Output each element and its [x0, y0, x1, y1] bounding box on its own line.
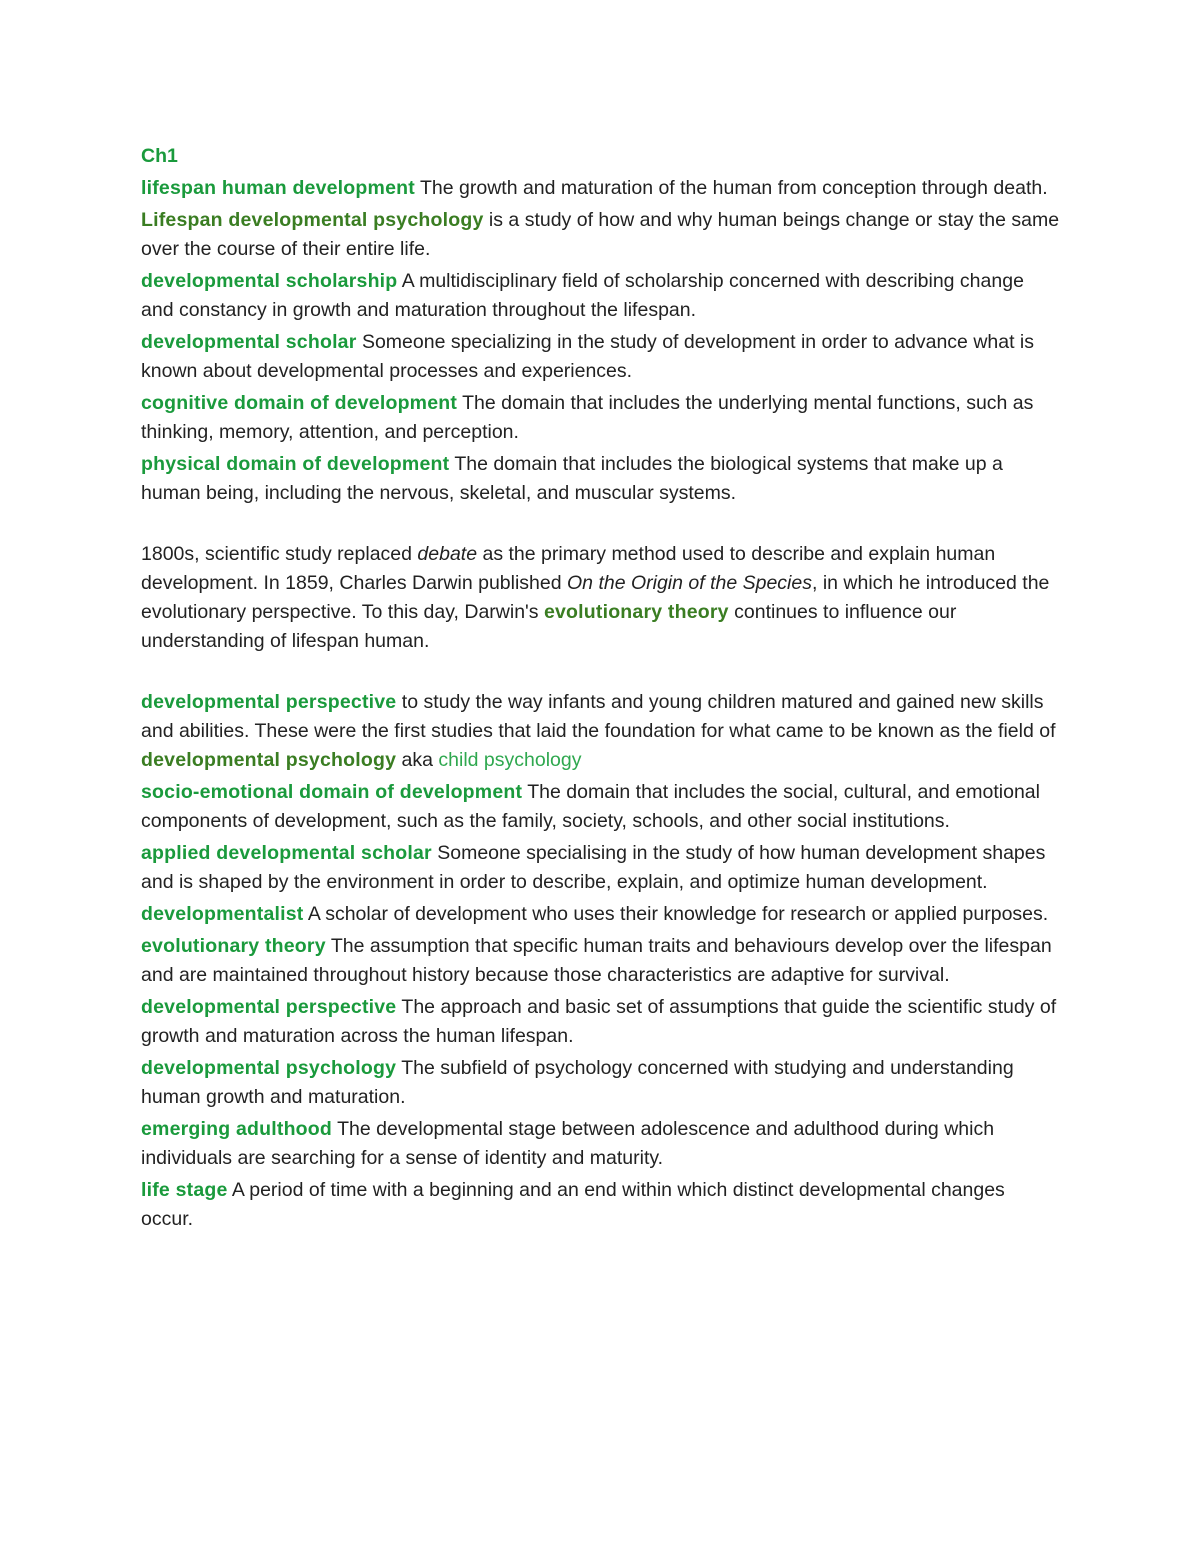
- glossary-term: socio-emotional domain of development: [141, 781, 523, 803]
- glossary-term: emerging adulthood: [141, 1118, 333, 1140]
- glossary-term: Lifespan developmental psychology: [141, 209, 484, 231]
- glossary-entry: [141, 206, 1061, 264]
- glossary-definition: is a study of how and why human beings change or stay the same over the course of their entire life.: [141, 209, 1060, 260]
- glossary-definition: The subfield of psychology concerned with studying and understanding human growth and maturation.: [141, 1057, 1014, 1108]
- glossary-entry: [141, 778, 1061, 836]
- paragraph-text: , in which he introduced the evolutionary perspective. To this day, Darwin's: [141, 572, 1050, 623]
- glossary-term: developmental perspective: [141, 691, 397, 713]
- paragraph-text: as the primary method used to describe and explain human development. In 1859, Charles Darwin published: [141, 543, 996, 594]
- glossary-term: developmentalist: [141, 903, 304, 925]
- history-paragraph: [141, 540, 1061, 656]
- glossary-entry: [141, 1054, 1061, 1112]
- glossary-definition: A period of time with a beginning and an end within which distinct developmental changes occur.: [141, 1179, 1005, 1230]
- glossary-term: life stage: [141, 1179, 228, 1201]
- glossary-term: lifespan human development: [141, 177, 415, 199]
- glossary-definition: Someone specialising in the study of how human development shapes and is shaped by the environment in order to describe, explain, and optimize human development.: [141, 842, 1046, 893]
- glossary-entry: [141, 267, 1061, 325]
- glossary-entry: [141, 328, 1061, 386]
- glossary-definition: The developmental stage between adolescence and adulthood during which individuals are searching for a sense of identity and maturity.: [141, 1118, 995, 1169]
- glossary-definition: A scholar of development who uses their knowledge for research or applied purposes.: [303, 903, 1049, 925]
- paragraph-text: aka: [396, 749, 439, 771]
- glossary-term: evolutionary theory: [141, 935, 326, 957]
- glossary-definition: The domain that includes the social, cultural, and emotional components of development, such as the family, society, schools, and other social institutions.: [141, 781, 1040, 832]
- glossary-term: developmental scholarship: [141, 270, 398, 292]
- glossary-term: developmental perspective: [141, 996, 397, 1018]
- glossary-entry: [141, 1115, 1061, 1173]
- glossary-term: applied developmental scholar: [141, 842, 432, 864]
- chapter-heading: Ch1: [141, 145, 178, 167]
- glossary-term: physical domain of development: [141, 453, 450, 475]
- glossary-definition: The domain that includes the underlying mental functions, such as thinking, memory, attention, and perception.: [141, 392, 1034, 443]
- aka-term: child psychology: [438, 749, 582, 771]
- glossary-definition: The approach and basic set of assumptions that guide the scientific study of growth and maturation across the human lifespan.: [141, 996, 1057, 1047]
- glossary-term: developmental psychology: [141, 749, 397, 771]
- blank-line: [141, 511, 1061, 540]
- paragraph-text: to study the way infants and young children matured and gained new skills and abilities. These were the first studies that laid the foundation for what came to be known as the field of: [141, 691, 1056, 742]
- perspective-paragraph: [141, 688, 1061, 775]
- book-title: On the Origin of the Species: [567, 572, 812, 594]
- glossary-term: developmental scholar: [141, 331, 357, 353]
- glossary-entry: [141, 993, 1061, 1051]
- glossary-definition: The domain that includes the biological systems that make up a human being, including the nervous, skeletal, and muscular systems.: [141, 453, 1003, 504]
- glossary-term: evolutionary theory: [543, 601, 729, 623]
- glossary-entry: [141, 900, 1061, 929]
- glossary-definition: A multidisciplinary field of scholarship concerned with describing change and constancy in growth and maturation throughout the lifespan.: [141, 270, 1024, 321]
- glossary-definition: The growth and maturation of the human from conception through death.: [414, 177, 1048, 199]
- document-page: [141, 142, 1061, 1237]
- paragraph-text: 1800s, scientific study replaced: [141, 543, 418, 565]
- emphasis-text: debate: [417, 543, 478, 565]
- glossary-term: cognitive domain of development: [141, 392, 458, 414]
- glossary-entry: [141, 839, 1061, 897]
- glossary-entry: [141, 1176, 1061, 1234]
- glossary-definition: The assumption that specific human traits and behaviours develop over the lifespan and are maintained throughout history because those characteristics are adaptive for survival.: [141, 935, 1052, 986]
- glossary-entry: [141, 389, 1061, 447]
- glossary-entry: [141, 932, 1061, 990]
- paragraph-text: continues to influence our understanding of lifespan human.: [141, 601, 957, 652]
- glossary-entry: [141, 174, 1061, 203]
- glossary-term: developmental psychology: [141, 1057, 397, 1079]
- blank-line: [141, 659, 1061, 688]
- glossary-definition: Someone specializing in the study of development in order to advance what is known about developmental processes and experiences.: [141, 331, 1035, 382]
- glossary-entry: [141, 450, 1061, 508]
